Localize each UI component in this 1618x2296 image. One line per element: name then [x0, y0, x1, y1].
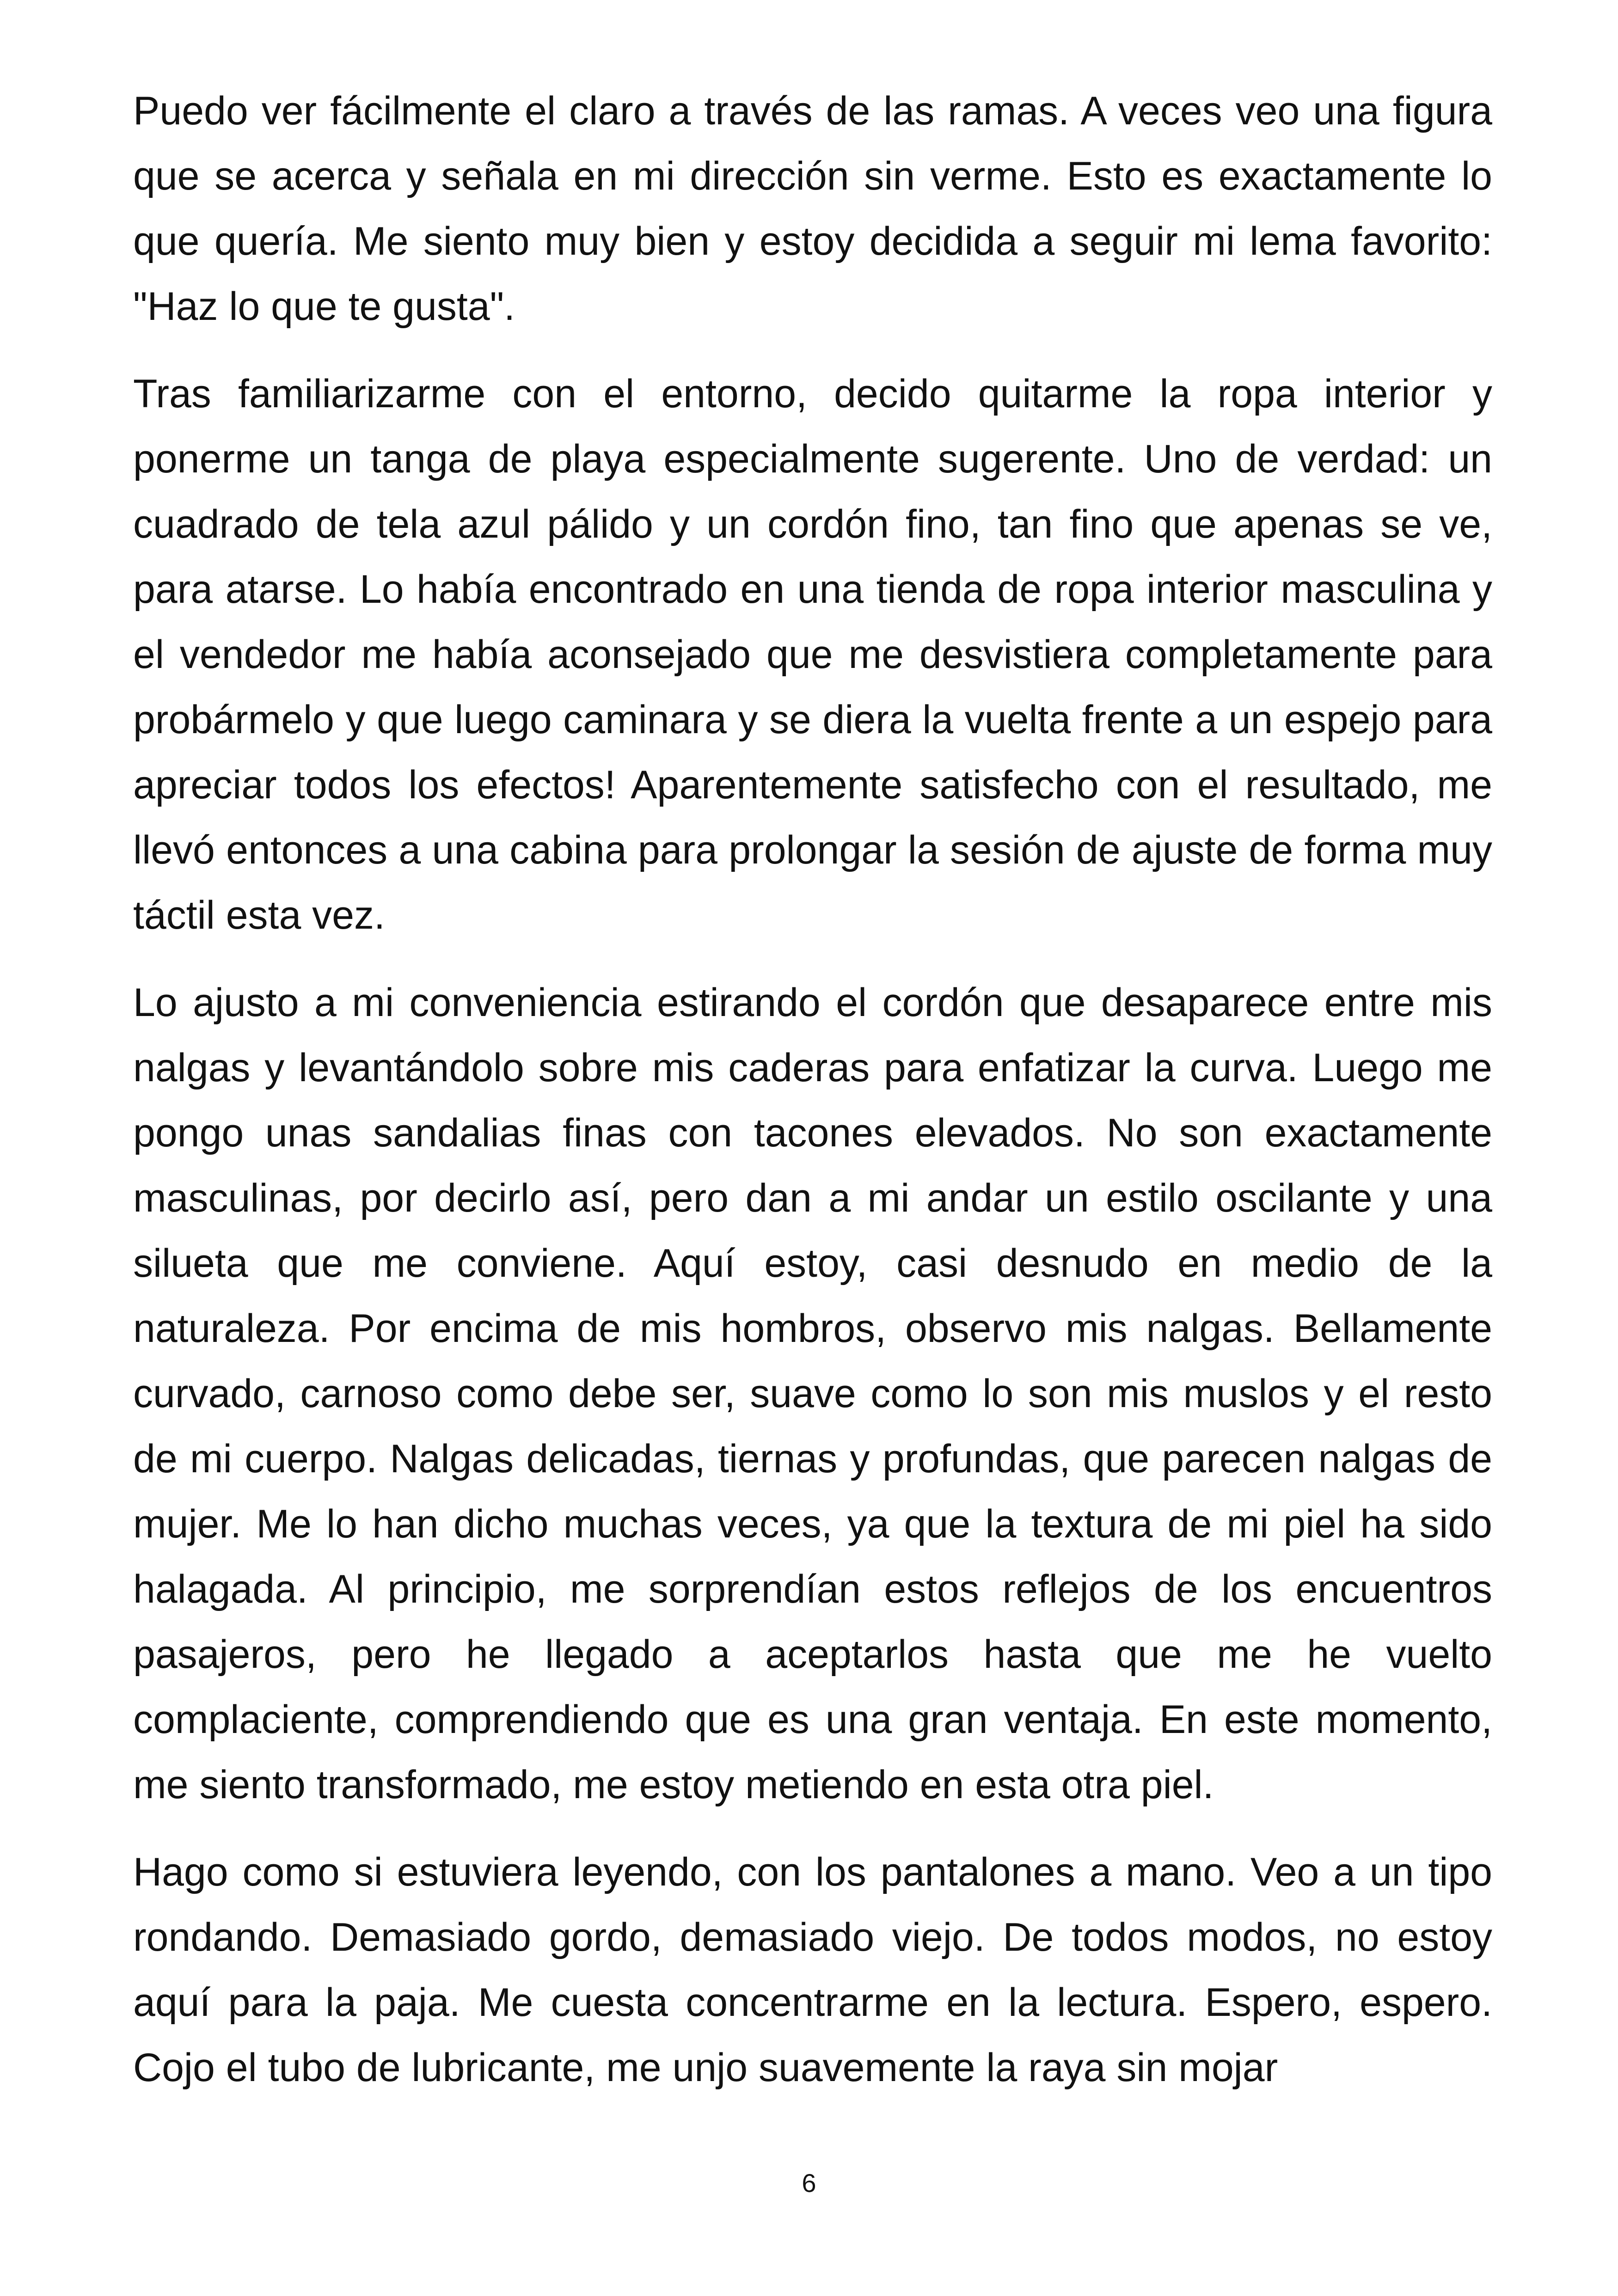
body-text: [133, 79, 1492, 2123]
paragraph-2: Tras familiarizarme con el entorno, decido quitarme la ropa interior y ponerme un tanga de playa especialmente sugerente. Uno de verdad: un cuadrado de tela azul pálido y un cordón fino, tan fino que apenas se ve, para atarse. Lo había encontrado en una tienda de ropa interior masculina y el vendedor me había aconsejado que me desvistiera completamente para probármelo y que luego caminara y se diera la vuelta frente a un espejo para apreciar todos los efectos! Aparentemente satisfecho con el resultado, me llevó entonces a una cabina para prolongar la sesión de ajuste de forma muy táctil esta vez.: [133, 372, 1492, 937]
paragraph-3: Lo ajusto a mi conveniencia estirando el cordón que desaparece entre mis nalgas y levantándolo sobre mis caderas para enfatizar la curva. Luego me pongo unas sandalias finas con tacones elevados. No son exactamente masculinas, por decirlo así, pero dan a mi andar un estilo oscilante y una silueta que me conviene. Aquí estoy, casi desnudo en medio de la naturaleza. Por encima de mis hombros, observo mis nalgas. Bellamente curvado, carnoso como debe ser, suave como lo son mis muslos y el resto de mi cuerpo. Nalgas delicadas, tiernas y profundas, que parecen nalgas de mujer. Me lo han dicho muchas veces, ya que la textura de mi piel ha sido halagada. Al principio, me sorprendían estos reflejos de los encuentros pasajeros, pero he llegado a aceptarlos hasta que me he vuelto complaciente, comprendiendo que es una gran ventaja. En este momento, me siento transformado, me estoy metiendo en esta otra piel.: [133, 980, 1492, 1807]
paragraph-4: Hago como si estuviera leyendo, con los pantalones a mano. Veo a un tipo rondando. Demasiado gordo, demasiado viejo. De todos modos, no estoy aquí para la paja. Me cuesta concentrarme en la lectura. Espero, espero. Cojo el tubo de lubricante, me unjo suavemente la raya sin mojar: [133, 1850, 1492, 2090]
paragraph-1: Puedo ver fácilmente el claro a través de las ramas. A veces veo una figura que se acerca y señala en mi dirección sin verme. Esto es exactamente lo que quería. Me siento muy bien y estoy decidida a seguir mi lema favorito: "Haz lo que te gusta".: [133, 89, 1492, 329]
page-number: 6: [802, 2168, 816, 2198]
